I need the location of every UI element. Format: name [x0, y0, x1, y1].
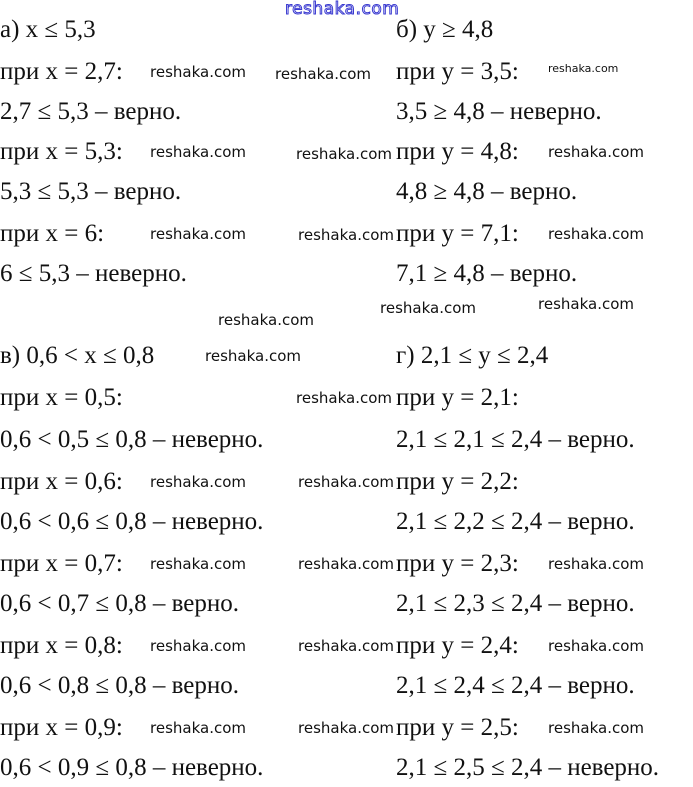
watermark: reshaka.com — [298, 637, 394, 655]
watermark: reshaka.com — [296, 389, 392, 407]
watermark: reshaka.com — [298, 226, 394, 244]
part-a-line: при x = 2,7: — [0, 58, 123, 85]
part-v-line: 0,6 < 0,5 ≤ 0,8 – неверно. — [0, 426, 264, 453]
watermark: reshaka.com — [275, 65, 371, 83]
part-v-line: при x = 0,7: — [0, 550, 123, 577]
part-v-line: 0,6 < 0,6 ≤ 0,8 – неверно. — [0, 508, 264, 535]
part-b-line: 4,8 ≥ 4,8 – верно. — [396, 178, 578, 205]
part-a-line: 5,3 ≤ 5,3 – верно. — [0, 178, 182, 205]
watermark: reshaka.com — [538, 295, 634, 313]
part-a-line: 2,7 ≤ 5,3 – верно. — [0, 98, 182, 125]
part-b-line: 3,5 ≥ 4,8 – неверно. — [396, 98, 602, 125]
part-v-line: при x = 0,9: — [0, 714, 123, 741]
part-v-line: при x = 0,5: — [0, 384, 123, 411]
watermark: reshaka.com — [298, 473, 394, 491]
part-a-line: при x = 6: — [0, 220, 105, 247]
watermark: reshaka.com — [296, 145, 392, 163]
watermark: reshaka.com — [150, 637, 246, 655]
part-v-line: при x = 0,6: — [0, 468, 123, 495]
part-g-title: г) 2,1 ≤ y ≤ 2,4 — [396, 342, 549, 369]
part-a-line: при x = 5,3: — [0, 138, 123, 165]
part-b-line: 7,1 ≥ 4,8 – верно. — [396, 260, 578, 287]
part-v-line: при x = 0,8: — [0, 632, 123, 659]
part-b-line: при y = 3,5: — [396, 58, 519, 85]
watermark: reshaka.com — [298, 555, 394, 573]
part-v-title: в) 0,6 < x ≤ 0,8 — [0, 342, 155, 369]
watermark: reshaka.com — [150, 719, 246, 737]
part-v-line: 0,6 < 0,9 ≤ 0,8 – неверно. — [0, 754, 264, 781]
part-v-line: 0,6 < 0,8 ≤ 0,8 – верно. — [0, 672, 239, 699]
watermark: reshaka.com — [548, 555, 644, 573]
part-g-line: при y = 2,4: — [396, 632, 519, 659]
watermark: reshaka.com — [298, 719, 394, 737]
watermark: reshaka.com — [548, 62, 619, 75]
part-g-line: при y = 2,5: — [396, 714, 519, 741]
watermark: reshaka.com — [380, 299, 476, 317]
part-g-line: 2,1 ≤ 2,1 ≤ 2,4 – верно. — [396, 426, 635, 453]
part-g-line: при y = 2,2: — [396, 468, 519, 495]
part-b-line: при y = 4,8: — [396, 138, 519, 165]
watermark: reshaka.com — [150, 63, 246, 81]
part-a-line: 6 ≤ 5,3 – неверно. — [0, 260, 187, 287]
watermark: reshaka.com — [548, 225, 644, 243]
part-b-line: при y = 7,1: — [396, 220, 519, 247]
part-g-line: при y = 2,3: — [396, 550, 519, 577]
part-v-line: 0,6 < 0,7 ≤ 0,8 – верно. — [0, 590, 239, 617]
part-b-title: б) y ≥ 4,8 — [396, 16, 494, 43]
watermark: reshaka.com — [548, 637, 644, 655]
part-g-line: 2,1 ≤ 2,5 ≤ 2,4 – неверно. — [396, 754, 660, 781]
watermark: reshaka.com — [150, 555, 246, 573]
watermark: reshaka.com — [150, 473, 246, 491]
part-a-title: а) x ≤ 5,3 — [0, 16, 96, 43]
part-g-line: 2,1 ≤ 2,2 ≤ 2,4 – верно. — [396, 508, 635, 535]
watermark: reshaka.com — [150, 143, 246, 161]
watermark: reshaka.com — [150, 225, 246, 243]
watermark: reshaka.com — [218, 311, 314, 329]
watermark: reshaka.com — [548, 143, 644, 161]
watermark: reshaka.com — [548, 719, 644, 737]
watermark-logo: reshaka.com — [285, 0, 400, 19]
watermark: reshaka.com — [205, 347, 301, 365]
part-g-line: 2,1 ≤ 2,4 ≤ 2,4 – верно. — [396, 672, 635, 699]
part-g-line: при y = 2,1: — [396, 384, 519, 411]
part-g-line: 2,1 ≤ 2,3 ≤ 2,4 – верно. — [396, 590, 635, 617]
